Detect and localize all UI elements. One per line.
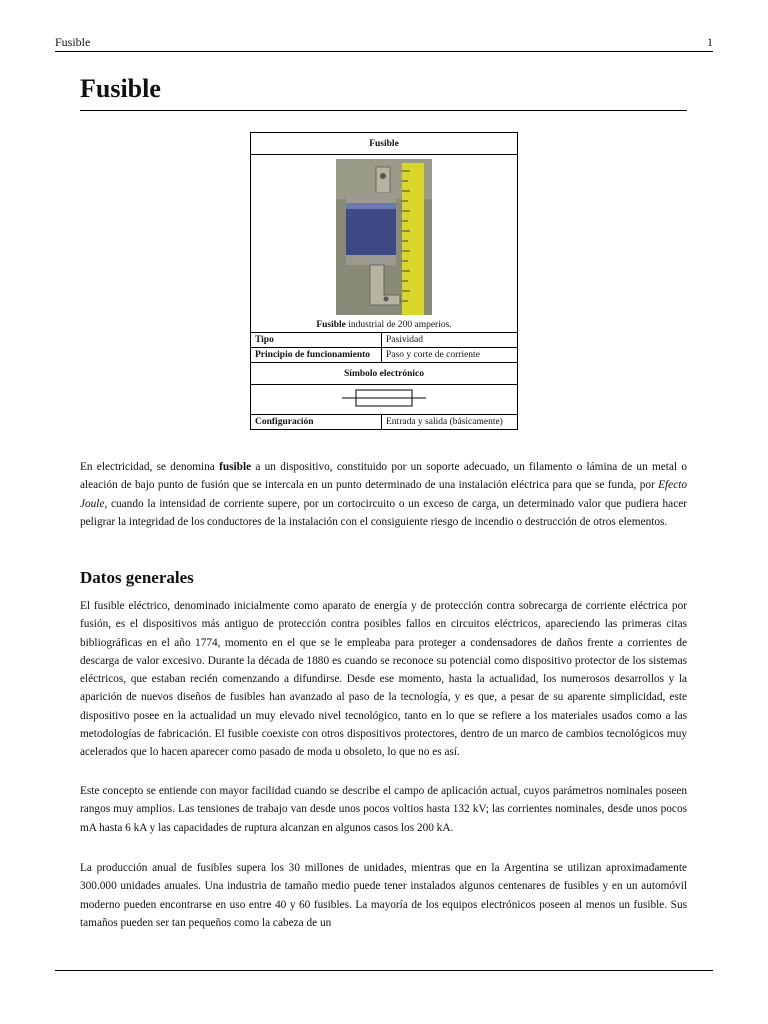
running-header [55, 35, 713, 52]
infobox-symbol-heading: Símbolo electrónico [251, 363, 518, 385]
infobox-label-principio: Principio de funcionamiento [251, 348, 382, 363]
infobox-value-principio: Paso y corte de corriente [382, 348, 518, 363]
intro-paragraph [80, 458, 687, 531]
infobox-caption: Fusible [251, 133, 518, 155]
fuse-symbol-icon [342, 387, 426, 409]
intro-text-end: , cuando la intensidad de corriente supere, por un cortocircuito o un exceso de carga, un determinado valor que pudiera hacer peligrar la integridad de los conductores de la instalación con el consiguiente riesgo de incendio o destrucción de otros elementos. [80, 497, 687, 528]
infobox-image-cell [251, 155, 518, 333]
paragraph-ratings: Este concepto se entiende con mayor facilidad cuando se describe el campo de aplicación actual, cuyos parámetros nominales poseen rangos muy amplios. Las tensiones de trabajo van desde unos pocos voltios hasta 132 kV; las corrientes nominales, desde unos pocos mA hasta 6 kA y las capacidades de ruptura alcanzan en algunos casos los 200 kA. [80, 785, 687, 834]
title-divider [80, 110, 687, 111]
intro-bold-term: fusible [219, 461, 252, 473]
paragraph-production: La producción anual de fusibles supera los 30 millones de unidades, mientras que en la Argentina se utilizan aproximadamente 300.000 unidades anuales. Una industria de tamaño medio puede tener instalados algunos centenares de fusibles y en un automóvil moderno pueden encontrarse en uso entre 40 y 60 fusibles. La mayoría de los equipos electrónicos poseen al menos un fusible. Sus tamaños pueden ser tan pequeños como la cabeza de un [80, 862, 687, 929]
infobox-image-caption [251, 320, 517, 330]
intro-text-start: En electricidad, se denomina [80, 461, 220, 473]
section-heading: Datos generales [80, 568, 194, 587]
infobox-value-config: Entrada y salida (básicamente) [382, 415, 518, 430]
infobox-label-tipo: Tipo [251, 333, 382, 348]
industrial-fuse-photo [336, 159, 432, 315]
article-title: Fusible [80, 74, 161, 103]
image-caption-text: industrial de 200 amperios. [345, 320, 452, 330]
infobox-label-config: Configuración [251, 415, 382, 430]
footer-divider [55, 970, 713, 971]
intro-italic-term: Efecto Joule [80, 479, 687, 510]
image-caption-bold: Fusible [316, 320, 346, 330]
infobox-symbol-cell [251, 385, 518, 415]
running-title: Fusible [55, 35, 91, 49]
paragraph-history: El fusible eléctrico, denominado inicialmente como aparato de energía y de protección contra sobrecarga de corriente eléctrica por fusión, es el dispositivos más antiguo de protección contra posibles fallos en circuitos eléctricos, apareciendo las primeras citas bibliográficas en el año 1774, momento en el que se le empleaba para proteger a condensadores de daños frente a corrientes de descarga de valor excesivo. Durante la década de 1880 es cuando se reconoce su potencial como dispositivo protector de los sistemas eléctricos, que estaban recién comenzando a difundirse. Desde ese momento, hasta la actualidad, los numerosos desarrollos y la aparición de nuevos diseños de fusibles han avanzado al paso de la tecnología, y es que, a pesar de su aparente simplicidad, este dispositivo posee en la actualidad un muy elevado nivel tecnológico, tanto en lo que se refiere a los materiales usados como a las metodologías de fabricación. El fusible coexiste con otros dispositivos protectores, dentro de un marco de cambios tecnológicos muy acelerados que lo hacen aparecer como pasado de moda u obsoleto, lo que no es así. [80, 600, 687, 759]
infobox [250, 132, 518, 430]
page-number: 1 [707, 35, 713, 49]
infobox-value-tipo: Pasividad [382, 333, 518, 348]
intro-text-middle: a un dispositivo, constituido por un soporte adecuado, un filamento o lámina de un metal o aleación de bajo punto de fusión que se intercala en un punto determinado de una instalación eléctrica para que se funda, por [80, 461, 688, 492]
